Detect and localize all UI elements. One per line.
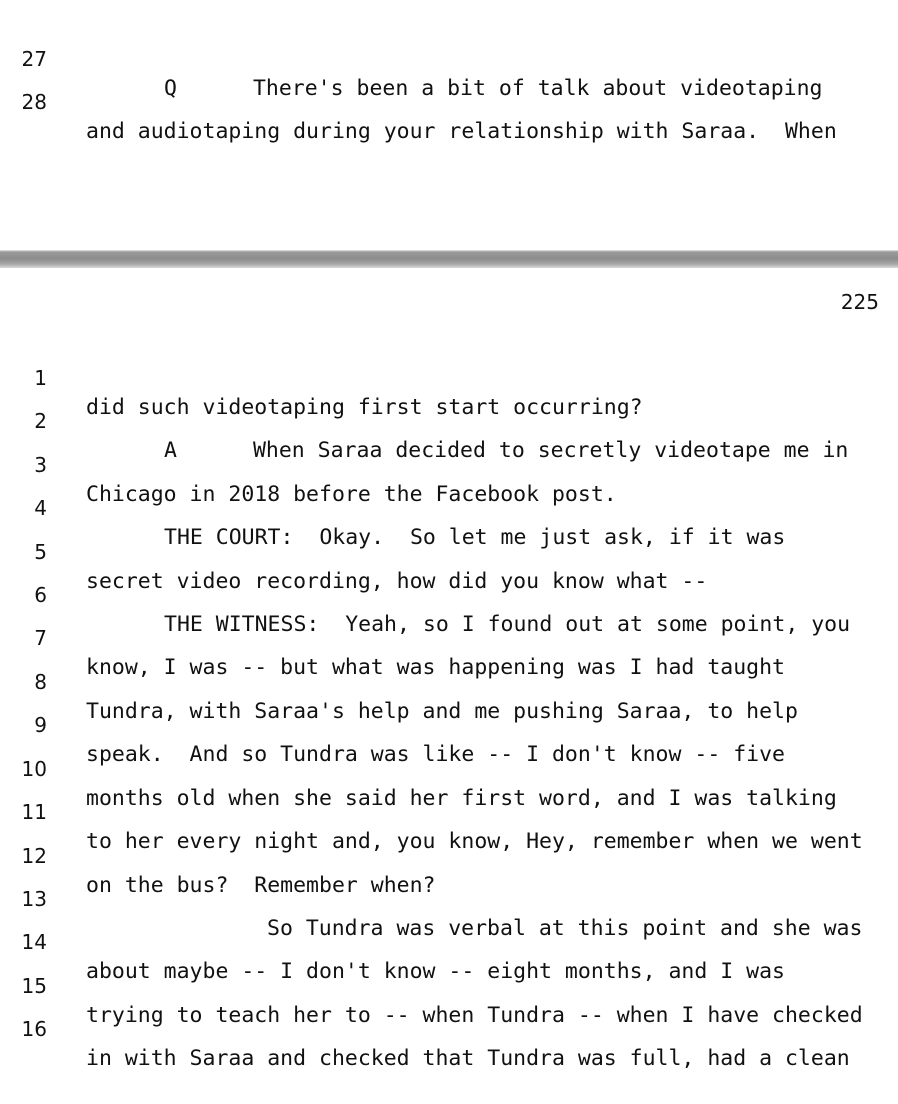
line-number: 6 [34,583,47,607]
speaker-label: A [164,438,177,463]
line-number: 11 [21,800,47,824]
page-number: 225 [840,290,879,314]
line-number: 12 [21,844,47,868]
line-number: 4 [34,496,47,520]
line-text: to her every night and, you know, Hey, remember when we went [86,829,863,854]
line-text: Chicago in 2018 before the Facebook post. [86,482,617,507]
line-number: 13 [21,887,47,911]
line-number: 5 [34,540,47,564]
line-text: and audiotaping during your relationship with Saraa. When [86,119,837,144]
line-number: 9 [34,713,47,737]
line-number: 27 [21,47,47,71]
page-divider [0,250,898,268]
line-text: THE WITNESS: Yeah, so I found out at some point, you [164,612,851,637]
line-number: 15 [21,974,47,998]
line-number: 8 [34,670,47,694]
line-text: on the bus? Remember when? [86,873,436,898]
line-number: 3 [34,453,47,477]
line-text: know, I was -- but what was happening was I had taught [86,655,785,680]
line-text: months old when she said her first word, and I was talking [86,786,837,811]
line-number: 16 [21,1017,47,1041]
line-text: trying to teach her to -- when Tundra -- when I have checked [86,1003,863,1028]
line-text: about maybe -- I don't know -- eight months, and I was [86,959,785,984]
transcript-page-bottom [0,268,898,1071]
speaker-label: Q [164,76,177,101]
line-text: in with Saraa and checked that Tundra was full, had a clean [86,1046,850,1071]
transcript-line [0,333,898,420]
line-text-content: When Saraa decided to secretly videotape me in [252,438,849,463]
line-number: 28 [21,90,47,114]
transcript-page-top [0,0,898,250]
line-text: THE COURT: Okay. So let me just ask, if it was [164,525,786,550]
line-number: 7 [34,626,47,650]
line-text: speak. And so Tundra was like -- I don't know -- five [86,742,785,767]
line-text: Tundra, with Saraa's help and me pushing Saraa, to help [86,699,798,724]
transcript-line [0,14,898,101]
line-number: 2 [34,409,47,433]
line-text: secret video recording, how did you know what -- [86,569,708,594]
line-number: 10 [21,757,47,781]
line-text-content: There's been a bit of talk about videotaping [252,76,823,101]
line-number: 1 [34,366,47,390]
line-number: 14 [21,930,47,954]
line-text: So Tundra was verbal at this point and she was [267,916,863,941]
line-text: did such videotaping first start occurring? [86,395,643,420]
